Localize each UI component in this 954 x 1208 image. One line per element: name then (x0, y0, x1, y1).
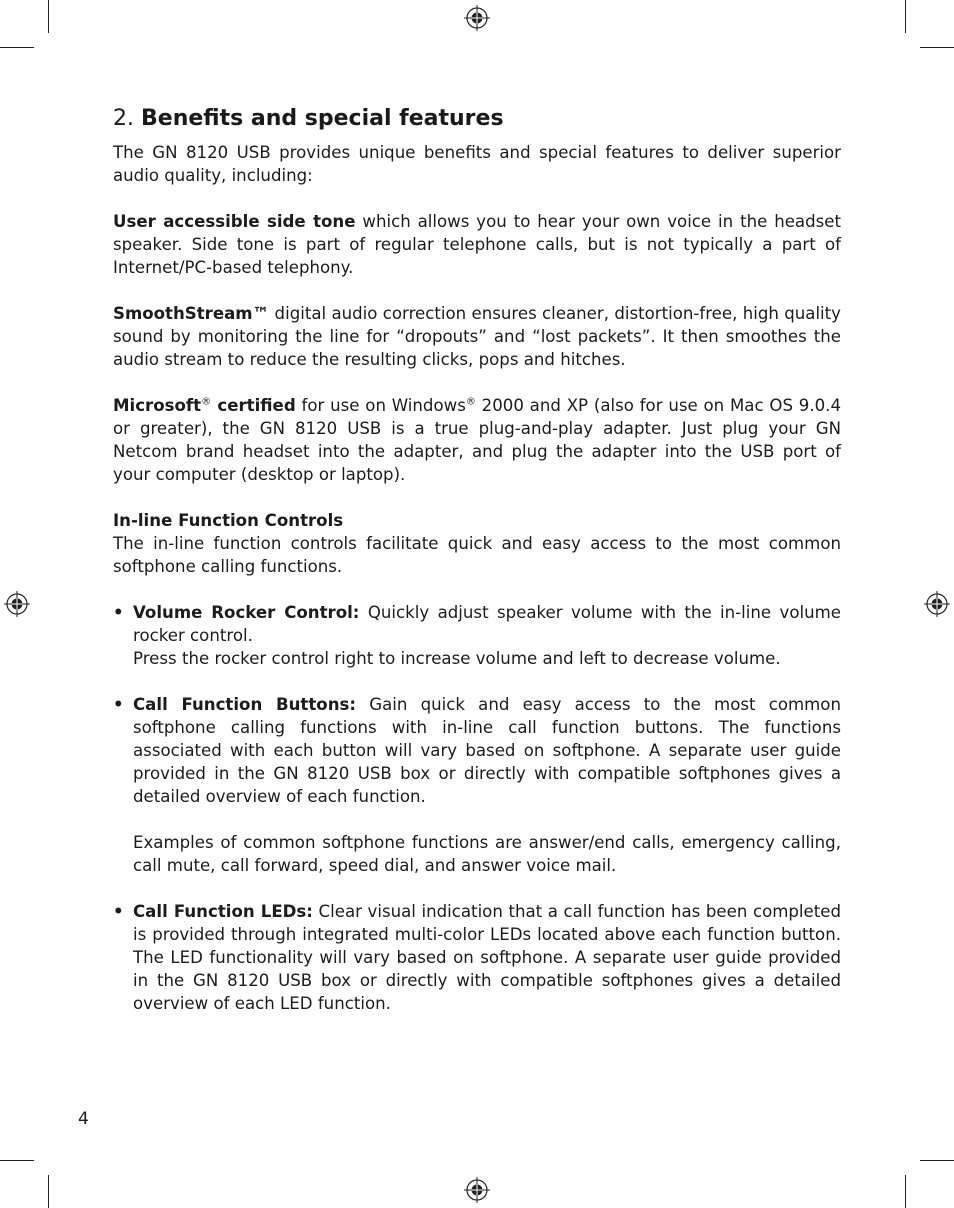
microsoft-lead: Microsoft (113, 396, 202, 415)
microsoft-text-1: for use on Windows (295, 396, 466, 415)
registration-mark-icon (4, 591, 30, 617)
crop-mark-icon (48, 0, 49, 33)
side-tone-paragraph (113, 210, 841, 279)
registration-mark-icon (924, 591, 950, 617)
bullet-icon: • (113, 695, 124, 714)
intro-paragraph: The GN 8120 USB provides unique benefits and special features to deliver superior audio quality, including: (113, 143, 841, 185)
smoothstream-text: digital audio correction ensures cleaner, distortion-free, high quality sound by monitoring the line for “dropouts” and “lost packets”. It then smoothes the audio stream to reduce the resulting clicks, pops and hitches. (113, 304, 841, 369)
list-item-lead: Call Function LEDs: (133, 902, 313, 921)
smoothstream-lead: SmoothStream™ (113, 304, 270, 323)
crop-mark-icon (48, 1175, 49, 1208)
smoothstream-paragraph (113, 302, 841, 371)
list-item-text: Quickly adjust speaker volume with the in-line volume rocker control. (133, 603, 841, 645)
crop-mark-icon (905, 0, 906, 33)
side-tone-lead: User accessible side tone (113, 212, 356, 231)
list-item-lead: Call Function Buttons: (133, 695, 357, 714)
list-item-text: Gain quick and easy access to the most common softphone calling functions with in-line call function buttons. The functions associated with each button will vary based on softphone. A separate user guide provided in the GN 8120 USB box or directly with compatible softphones gives a detailed overview of each function. (133, 695, 841, 806)
inline-controls-paragraph: The in-line function controls facilitate quick and easy access to the most common softphone calling functions. (113, 534, 841, 576)
feature-list (113, 601, 841, 1015)
side-tone-text: which allows you to hear your own voice in the headset speaker. Side tone is part of regular telephone calls, but is not typically a part of Internet/PC-based telephony. (113, 212, 841, 277)
page-number: 4 (78, 1109, 89, 1129)
list-item (113, 693, 841, 877)
bullet-icon: • (113, 902, 124, 921)
crop-mark-icon (0, 47, 34, 48)
inline-controls-heading-text: In-line Function Controls (113, 511, 344, 530)
registration-mark-icon (464, 1177, 490, 1203)
microsoft-lead-certified: certified (211, 396, 296, 415)
list-item (113, 900, 841, 1015)
page-content (113, 104, 841, 1015)
list-item-text: Clear visual indication that a call function has been completed is provided through integrated multi-color LEDs located above each function button. The LED functionality will vary based on softphone. A separate user guide provided in the GN 8120 USB box or directly with compatible softphones gives a detailed overview of each LED function. (133, 902, 841, 1013)
microsoft-text-2: 2000 and XP (also for use on Mac OS 9.0.4 or greater), the GN 8120 USB is a true plug-and-play adapter. Just plug your GN Netcom brand headset into the adapter, and plug the adapter into the USB port of your computer (desktop or laptop). (113, 396, 842, 484)
crop-mark-icon (905, 1175, 906, 1208)
registered-mark: ® (201, 396, 212, 408)
microsoft-paragraph (113, 394, 841, 486)
inline-controls-heading (113, 509, 841, 532)
crop-mark-icon (920, 1160, 954, 1161)
registration-mark-icon (464, 5, 490, 31)
list-item-lead: Volume Rocker Control: (133, 603, 360, 622)
list-item (113, 601, 841, 670)
section-heading (113, 104, 841, 134)
list-item-extra: Examples of common softphone functions are answer/end calls, emergency calling, call mute, call forward, speed dial, and answer voice mail. (133, 833, 841, 875)
registered-mark: ® (465, 396, 476, 408)
crop-mark-icon (0, 1160, 34, 1161)
bullet-icon: • (113, 603, 124, 622)
crop-mark-icon (920, 47, 954, 48)
section-number: 2. (113, 106, 134, 131)
section-title: Benefits and special features (141, 106, 504, 131)
list-item-extra: Press the rocker control right to increase volume and left to decrease volume. (133, 649, 781, 668)
